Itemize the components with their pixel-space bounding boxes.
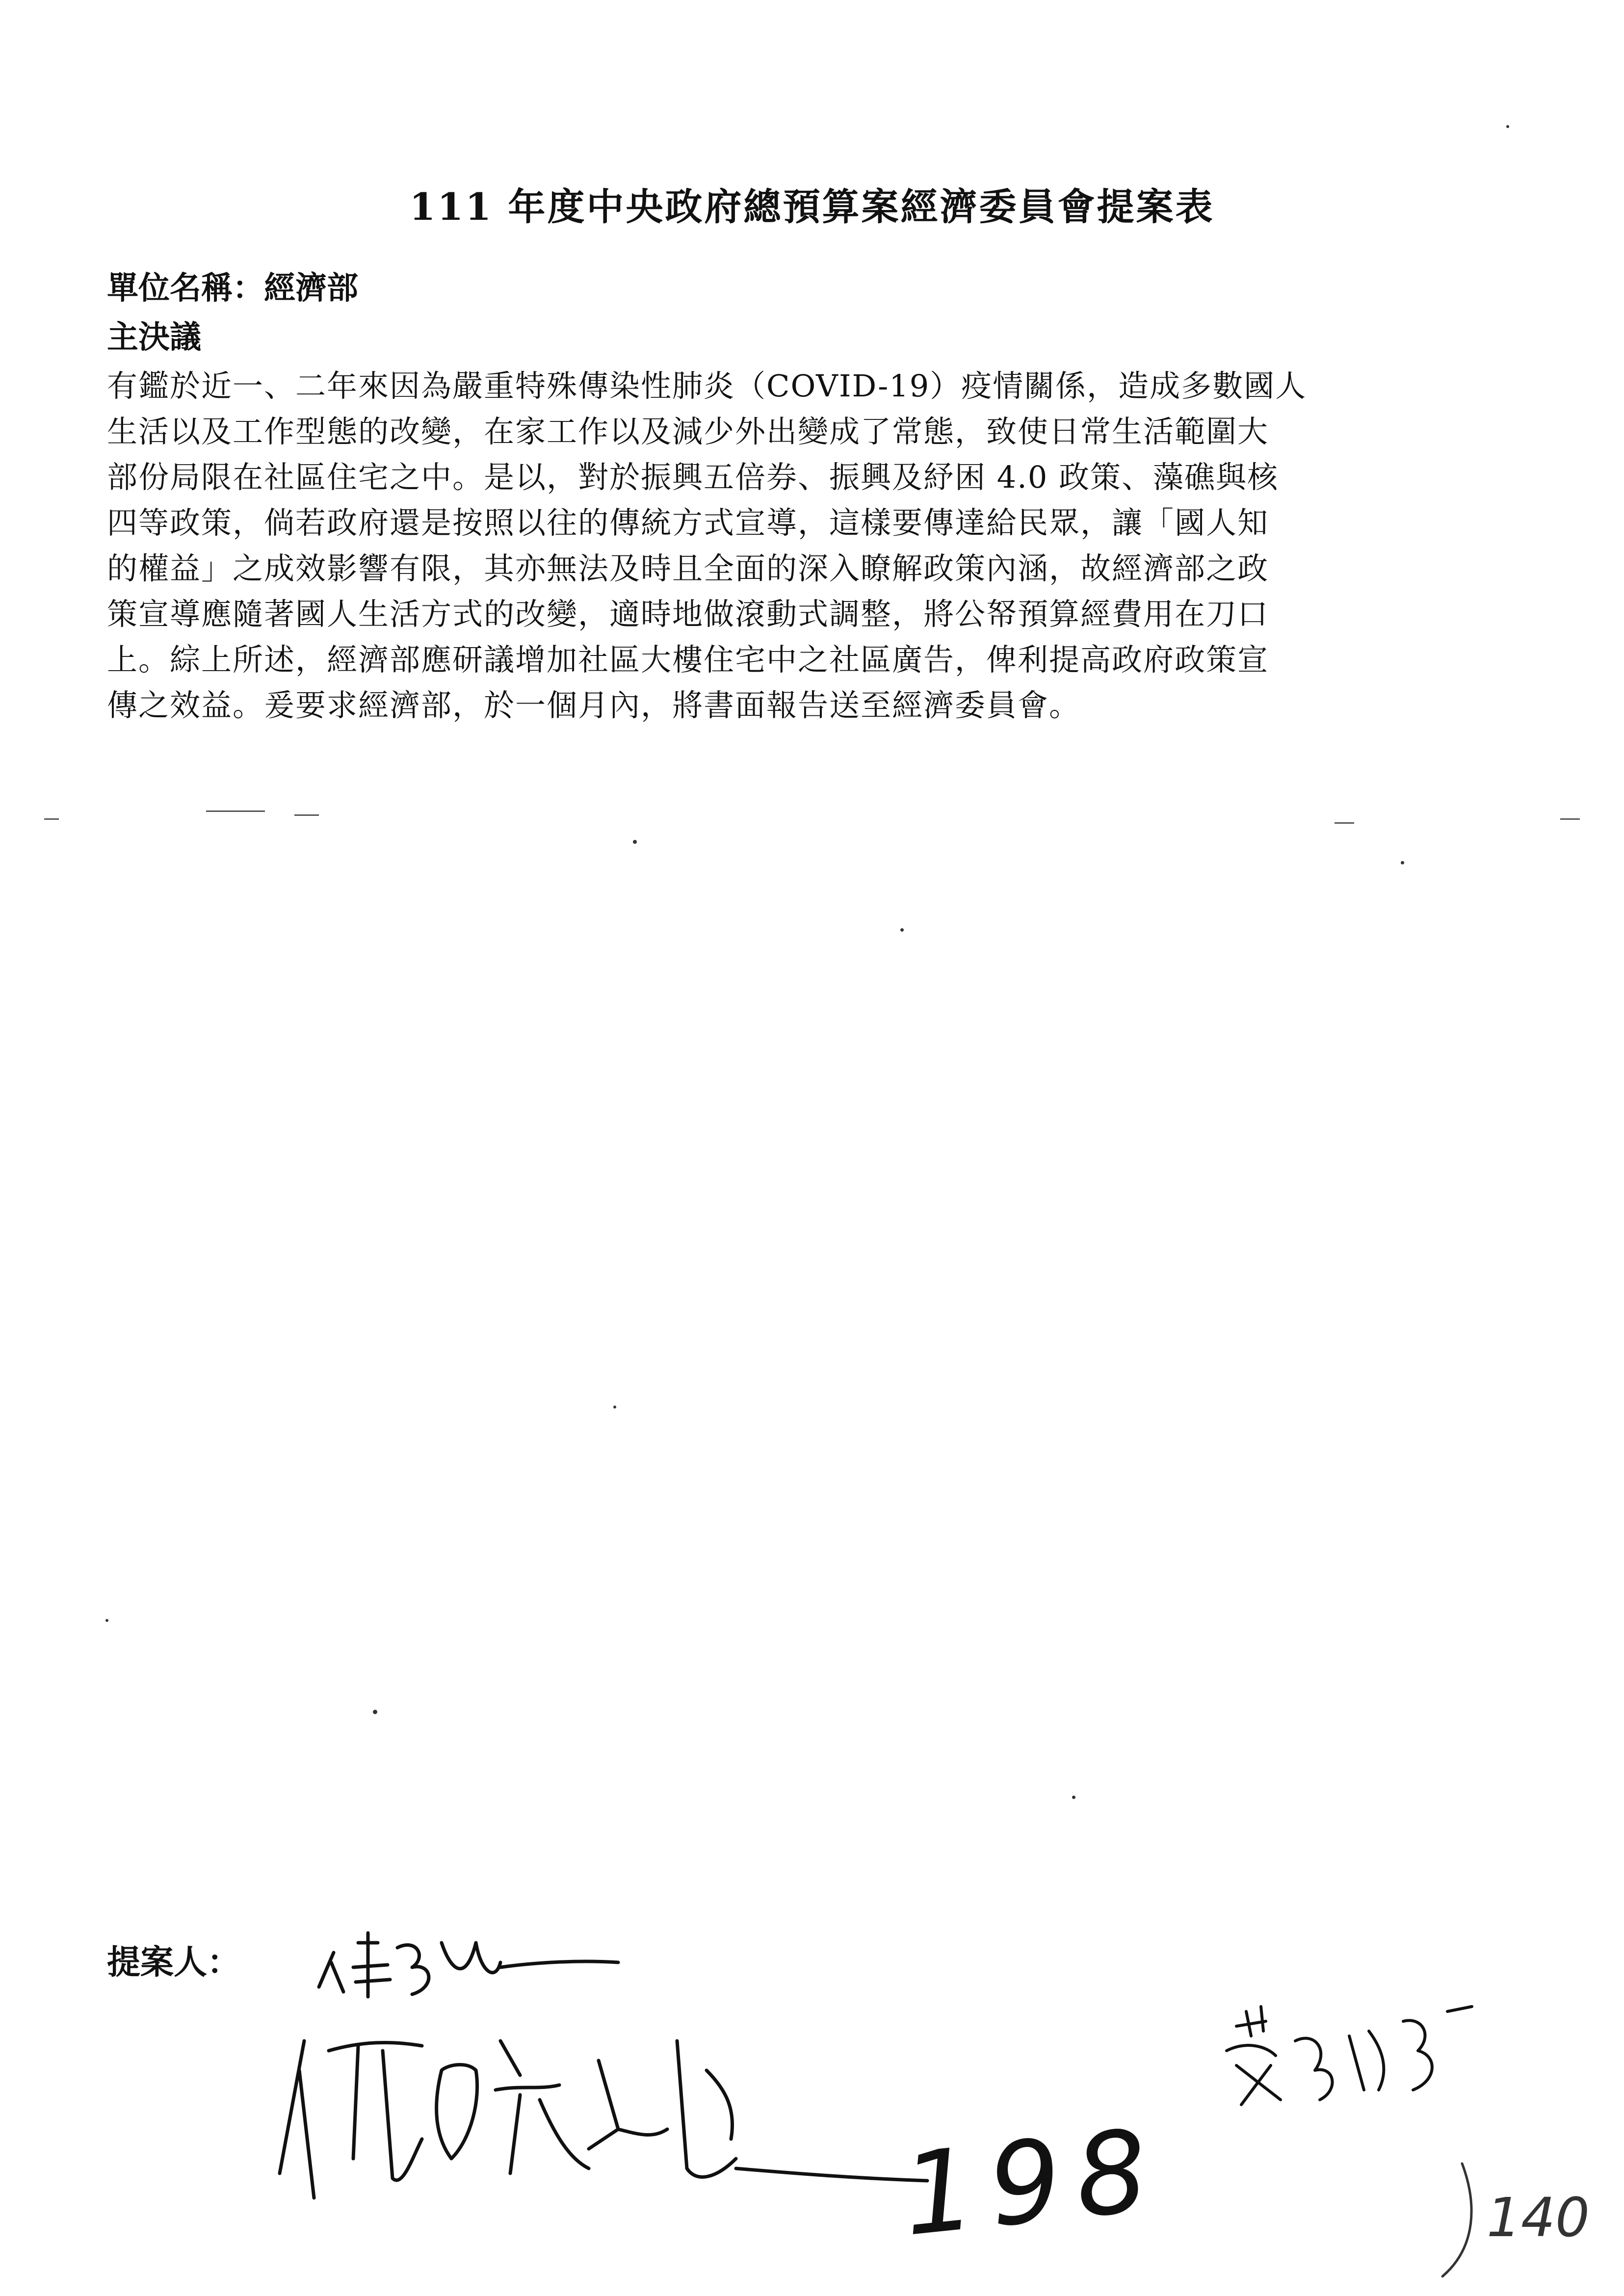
document-title: 111 年度中央政府總預算案經濟委員會提案表 [409,185,1215,229]
unit-value: 經濟部 [264,270,358,307]
body-line: 上。綜上所述，經濟部應研議增加社區大樓住宅中之社區廣告，俾利提高政府政策宣 [107,642,1269,678]
body-line: 有鑑於近一、二年來因為嚴重特殊傳染性肺炎（COVID-19）疫情關係，造成多數國人 [107,368,1307,404]
scan-speck [900,928,904,932]
scan-dash [1560,818,1580,820]
resolution-body [107,363,1520,728]
scan-dash [1335,822,1354,824]
handwritten-number: 198 [896,2104,1169,2262]
body-line: 四等政策，倘若政府還是按照以往的傳統方式宣導，這樣要傳達給民眾，讓「國人知 [107,505,1269,541]
body-line: 傳之效益。爰要求經濟部，於一個月內，將書面報告送至經濟委員會。 [107,687,1081,723]
body-line: 的權益」之成效影響有限，其亦無法及時且全面的深入瞭解政策內涵，故經濟部之政 [107,550,1269,586]
scan-dash [294,814,319,816]
scan-dash [44,818,59,820]
section-heading: 主決議 [107,319,201,356]
handwritten-signature-2 [265,2011,952,2218]
corner-number: 140 [1487,2186,1590,2249]
scan-speck [1401,861,1404,864]
body-line: 部份局限在社區住宅之中。是以，對於振興五倍券、振興及紓困 4.0 政策、藻礁與核 [107,459,1279,495]
scan-speck [1072,1796,1075,1799]
scan-speck [373,1710,377,1714]
unit-line [107,269,358,308]
scan-dash [206,810,265,812]
unit-label: 單位名稱： [107,270,264,307]
scan-speck [105,1619,108,1622]
corner-bracket-mark [1423,2159,1482,2286]
scan-speck [633,840,637,844]
scan-speck [1506,125,1509,128]
scan-speck [613,1406,616,1409]
body-line: 策宣導應隨著國人生活方式的改變，適時地做滾動式調整，將公帑預算經費用在刀口 [107,596,1269,632]
body-line: 生活以及工作型態的改變，在家工作以及減少外出變成了常態，致使日常生活範圍大 [107,414,1269,449]
handwritten-signature-3 [1217,1992,1492,2129]
handwritten-signature-1 [304,1913,657,2011]
proposer-label: 提案人： [107,1943,241,1982]
